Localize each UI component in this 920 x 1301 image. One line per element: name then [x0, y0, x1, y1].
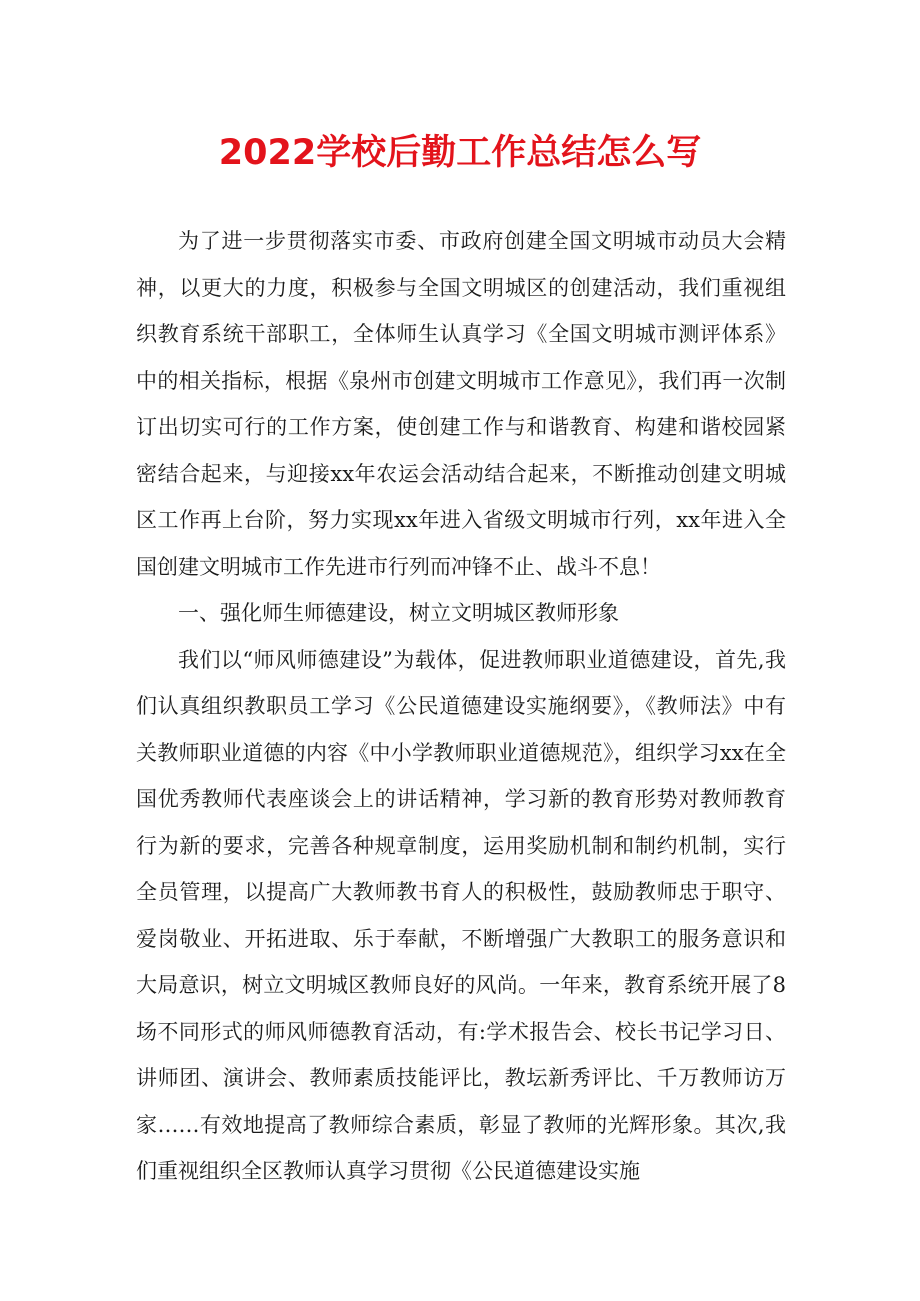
- section-heading-1: 一、强化师生师德建设，树立文明城区教师形象: [178, 601, 619, 625]
- document-title: 2022学校后勤工作总结怎么写: [218, 133, 702, 173]
- paragraph-intro: 为了进一步贯彻落实市委、市政府创建全国文明城市动员大会精神，以更大的力度，积极参与全国文明城区的创建活动，我们重视组织教育系统干部职工，全体师生认真学习《全国文明城市测评体系》中的相关指标，根据《泉州市创建文明城市工作意见》，我们再一次制订出切实可行的工作方案，使创建工作与和谐教育、构建和谐校园紧密结合起来，与迎接xx年农运会活动结合起来，不断推动创建文明城区工作再上台阶，努力实现xx年进入省级文明城市行列，xx年进入全国创建文明城市工作先进市行列而冲锋不止、战斗不息！: [136, 229, 786, 579]
- document-body: [136, 218, 786, 1195]
- paragraph-section-1: 我们以“师风师德建设”为载体，促进教师职业道德建设，首先,我们认真组织教职员工学习《公民道德建设实施纲要》，《教师法》中有关教师职业道德的内容《中小学教师职业道德规范》，组织学习xx在全国优秀教师代表座谈会上的讲话精神，学习新的教育形势对教师教育行为新的要求，完善各种规章制度，运用奖励机制和制约机制，实行全员管理，以提高广大教师教书育人的积极性，鼓励教师忠于职守、爱岗敬业、开拓进取、乐于奉献，不断增强广大教职工的服务意识和大局意识，树立文明城区教师良好的风尚。一年来，教育系统开展了8场不同形式的师风师德教育活动，有:学术报告会、校长书记学习日、讲师团、演讲会、教师素质技能评比，教坛新秀评比、千万教师访万家……有效地提高了教师综合素质，彰显了教师的光辉形象。其次,我们重视组织全区教师认真学习贯彻《公民道德建设实施: [136, 647, 786, 1183]
